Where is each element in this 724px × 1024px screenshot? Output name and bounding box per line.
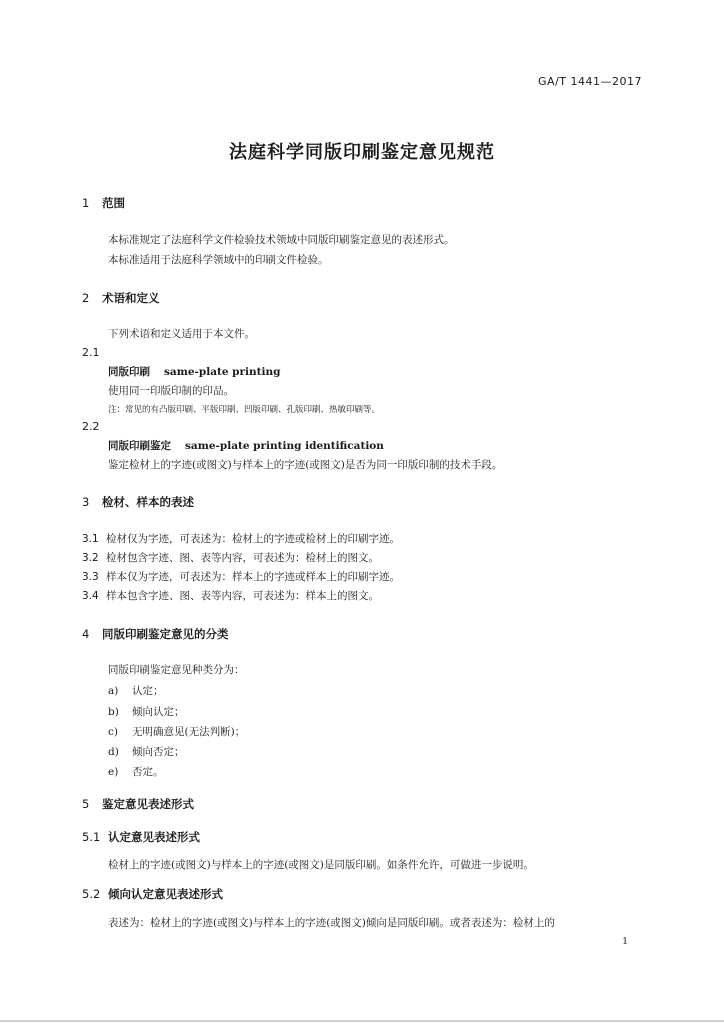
clause-number: 3.1 xyxy=(82,533,99,545)
subsection-5-1-text: 检材上的字迹(或图文)与样本上的字迹(或图文)是同版印刷。如条件允许，可做进一步说明。 xyxy=(108,859,534,871)
section-5-heading xyxy=(82,796,194,812)
section-1-heading xyxy=(82,195,125,211)
term-english: same-plate printing xyxy=(164,366,281,378)
list-marker: d) xyxy=(108,746,119,758)
list-item xyxy=(108,683,164,698)
list-text: 倾向认定； xyxy=(132,706,185,718)
term-number: 2.1 xyxy=(82,346,100,359)
clause-item xyxy=(82,588,379,603)
clause-item xyxy=(82,531,400,546)
section-number: 3 xyxy=(82,495,90,509)
term-english: same-plate printing identification xyxy=(185,440,384,452)
section-2-heading xyxy=(82,290,160,306)
subsection-5-2-text: 表述为：检材上的字迹(或图文)与样本上的字迹(或图文)倾向是同版印刷。或者表述为：检材上的 xyxy=(108,917,555,929)
list-text: 认定； xyxy=(132,685,164,697)
subsection-title: 认定意见表述形式 xyxy=(108,830,200,844)
subsection-5-1-heading xyxy=(82,829,200,845)
page-number: 1 xyxy=(622,937,628,947)
subsection-number: 5.2 xyxy=(82,887,101,901)
clause-text: 检材包含字迹、图、表等内容，可表述为：检材上的图文。 xyxy=(106,552,379,564)
list-text: 无明确意见(无法判断)； xyxy=(132,726,246,738)
list-text: 倾向否定； xyxy=(132,746,185,758)
term-definition: 鉴定检材上的字迹(或图文)与样本上的字迹(或图文)是否为同一印版印制的技术手段。 xyxy=(108,459,503,471)
subsection-title: 倾向认定意见表述形式 xyxy=(108,887,223,901)
list-item xyxy=(108,744,185,759)
bottom-divider xyxy=(0,1020,724,1022)
list-marker: e) xyxy=(108,766,119,778)
section-title: 术语和定义 xyxy=(102,291,160,305)
section-title: 同版印刷鉴定意见的分类 xyxy=(102,627,229,641)
clause-text: 样本包含字迹、图、表等内容，可表述为：样本上的图文。 xyxy=(106,590,379,602)
document-title: 法庭科学同版印刷鉴定意见规范 xyxy=(229,142,495,163)
clause-number: 3.2 xyxy=(82,552,99,564)
section-3-heading xyxy=(82,494,194,510)
clause-text: 样本仅为字迹，可表述为：样本上的字迹或样本上的印刷字迹。 xyxy=(106,571,400,583)
list-text: 否定。 xyxy=(132,766,164,778)
section-2-intro: 下列术语和定义适用于本文件。 xyxy=(108,328,255,340)
section-number: 5 xyxy=(82,797,90,811)
section-title: 检材、样本的表述 xyxy=(102,495,194,509)
subsection-5-2-heading xyxy=(82,886,223,902)
section-number: 1 xyxy=(82,196,90,210)
section-title: 鉴定意见表述形式 xyxy=(102,797,194,811)
term-note: 注：常见的有凸版印刷、平版印刷、凹版印刷、孔版印刷、热敏印刷等。 xyxy=(108,405,381,415)
section-1-paragraph-1: 本标准规定了法庭科学文件检验技术领域中同版印刷鉴定意见的表述形式。 xyxy=(108,234,455,246)
clause-item xyxy=(82,550,379,565)
clause-number: 3.4 xyxy=(82,590,99,602)
list-marker: c) xyxy=(108,726,118,738)
term-number: 2.2 xyxy=(82,420,100,433)
term-heading xyxy=(108,438,384,453)
section-number: 2 xyxy=(82,291,90,305)
section-title: 范围 xyxy=(102,196,125,210)
list-item xyxy=(108,724,245,739)
section-number: 4 xyxy=(82,627,90,641)
list-item xyxy=(108,764,164,779)
section-1-paragraph-2: 本标准适用于法庭科学领域中的印刷文件检验。 xyxy=(108,254,329,266)
list-marker: a) xyxy=(108,685,119,697)
term-definition: 使用同一印版印制的印品。 xyxy=(108,385,234,397)
clause-item xyxy=(82,569,400,584)
standard-code: GA/T 1441—2017 xyxy=(538,75,642,88)
term-heading xyxy=(108,364,281,379)
term-chinese: 同版印刷鉴定 xyxy=(108,440,171,452)
list-marker: b) xyxy=(108,706,119,718)
clause-number: 3.3 xyxy=(82,571,99,583)
clause-text: 检材仅为字迹，可表述为：检材上的字迹或检材上的印刷字迹。 xyxy=(106,533,400,545)
term-chinese: 同版印刷 xyxy=(108,366,150,378)
section-4-heading xyxy=(82,626,229,642)
list-item xyxy=(108,704,185,719)
subsection-number: 5.1 xyxy=(82,830,101,844)
section-4-intro: 同版印刷鉴定意见种类分为： xyxy=(108,664,245,676)
